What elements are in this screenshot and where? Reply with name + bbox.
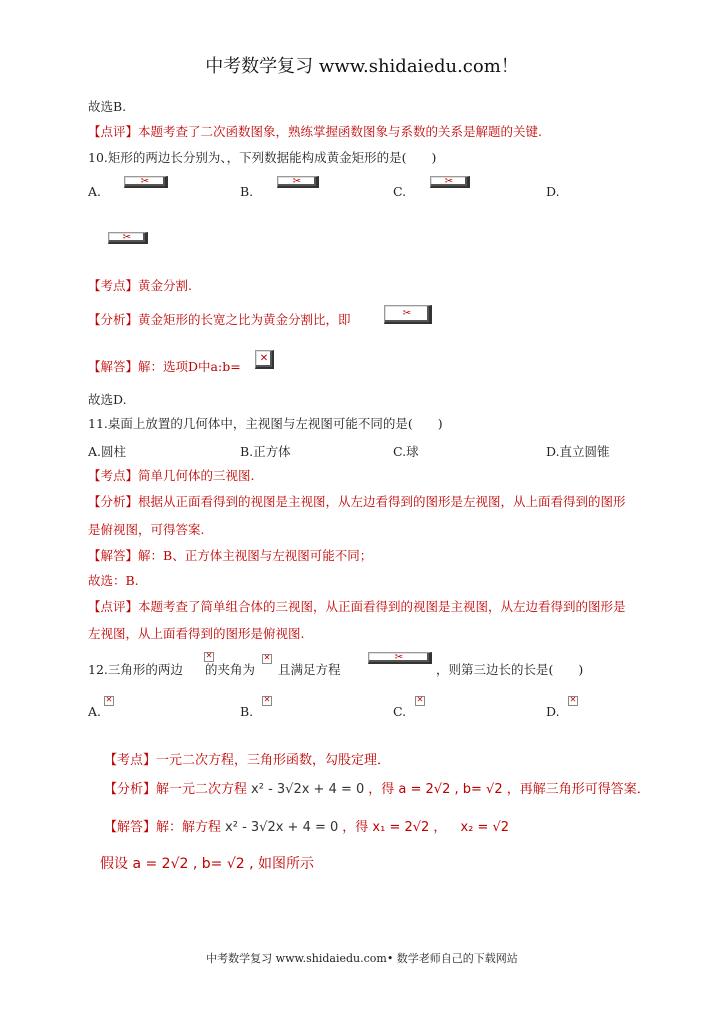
solution-root-1: ，得 x₁ = 2√2 ， [342, 820, 447, 835]
question-12-part-1: 12.三角形的两边 [88, 662, 183, 677]
analysis-line-continued: 是俯视图，可得答案. [88, 522, 205, 537]
analysis-text-end: ，得 a = 2√2 , b= √2 ，再解三角形可得答案． [368, 782, 650, 797]
solution-tag: 【解答】 [88, 359, 139, 374]
key-point-line [88, 466, 255, 484]
analysis-tag: 【分析】 [88, 312, 139, 327]
key-point-tag: 【考点】 [88, 468, 139, 483]
broken-image-icon: ✕ [263, 695, 271, 704]
comment-text: 本题考查了简单组合体的三视图，从正面看得到的视图是主视图，从左边看得到的图形是 [138, 599, 626, 614]
answer-line: 故选B. [88, 99, 127, 114]
question-12-part-4: ，则第三边长的长是( ) [436, 662, 584, 677]
solution-text: 解：B、正方体主视图与左视图可能不同； [138, 548, 373, 563]
analysis-line [104, 778, 650, 797]
comment-line-continued: 左视图，从上面看得到的图形是俯视图. [88, 626, 305, 641]
analysis-text: 黄金矩形的长宽之比为黄金分割比，即 [138, 312, 351, 327]
broken-image-icon: ✕ [263, 653, 271, 662]
page-footer: 中考数学复习 www.shidaiedu.com• 数学老师自己的下载网站 [206, 952, 518, 965]
solution-line [88, 357, 241, 375]
key-point-text: 简单几何体的三视图. [138, 468, 255, 483]
q11-option-b: B.正方体 [240, 444, 291, 459]
q10-option-c: C. [393, 184, 407, 199]
q12-option-d: D. [546, 704, 560, 719]
broken-image-icon: ✕ [569, 695, 577, 704]
solution-root-2: x₂ = √2 [460, 820, 510, 835]
analysis-tag: 【分析】 [104, 782, 157, 797]
equation: x² - 3√2x + 4 = 0 [225, 820, 339, 835]
broken-image-icon: ✂ [368, 652, 432, 664]
broken-image-icon: ✂ [108, 232, 148, 244]
broken-image-icon: ✂ [277, 176, 319, 188]
solution-line [88, 546, 372, 564]
solution-tag: 【解答】 [104, 820, 157, 835]
page-header-title: 中考数学复习 www.shidaiedu.com！ [205, 56, 519, 77]
assumption-line: 假设 a = 2√2 , b= √2 , 如图所示 [100, 856, 314, 872]
broken-image-icon: ✂ [384, 305, 432, 324]
solution-line [104, 816, 509, 835]
broken-image-icon: ✕ [255, 350, 274, 369]
q10-option-a: A. [88, 184, 102, 199]
question-12-part-2: 的夹角为 [205, 662, 256, 677]
question-10: 10.矩形的两边长分别为、，下列数据能构成黄金矩形的是( ) [88, 150, 437, 165]
analysis-text: 解一元二次方程 [156, 782, 248, 797]
question-12-part-3: 且满足方程 [278, 662, 341, 677]
analysis-tag: 【分析】 [88, 494, 139, 509]
comment-tag: 【点评】 [88, 599, 139, 614]
comment-text: 本题考查了二次函数图象，熟练掌握函数图象与系数的关系是解题的关键. [138, 124, 542, 139]
q10-option-d: D. [546, 184, 560, 199]
q10-option-b: B. [240, 184, 254, 199]
analysis-line [88, 310, 351, 328]
comment-line [88, 122, 542, 140]
solution-text: 解：选项D中a:b= [138, 359, 241, 374]
q11-option-d: D.直立圆锥 [546, 444, 610, 459]
q12-option-b: B. [240, 704, 254, 719]
key-point-tag: 【考点】 [88, 278, 139, 293]
broken-image-icon: ✕ [205, 651, 213, 660]
broken-image-icon: ✕ [416, 695, 424, 704]
solution-text: 解：解方程 [156, 820, 222, 835]
q11-option-a: A.圆柱 [88, 444, 127, 459]
key-point-line: 【考点】一元二次方程，三角形函数，勾股定理． [104, 753, 391, 768]
q12-option-c: C. [393, 704, 407, 719]
key-point-text: 黄金分割. [138, 278, 192, 293]
broken-image-icon: ✂ [430, 176, 470, 188]
question-11: 11.桌面上放置的几何体中，主视图与左视图可能不同的是( ) [88, 416, 443, 431]
key-point-line [88, 276, 192, 294]
q11-option-c: C.球 [393, 444, 419, 459]
q12-option-a: A. [88, 704, 102, 719]
answer-line: 故选：B. [88, 573, 139, 588]
analysis-line [88, 492, 626, 510]
broken-image-icon: ✂ [124, 176, 168, 188]
solution-tag: 【解答】 [88, 548, 139, 563]
equation: x² - 3√2x + 4 = 0 [251, 782, 365, 797]
analysis-text: 根据从正面看得到的视图是主视图，从左边看得到的图形是左视图，从上面看得到的图形 [138, 494, 626, 509]
answer-line: 故选D. [88, 392, 127, 407]
comment-line [88, 597, 626, 615]
broken-image-icon: ✕ [105, 695, 113, 704]
comment-tag: 【点评】 [88, 124, 139, 139]
